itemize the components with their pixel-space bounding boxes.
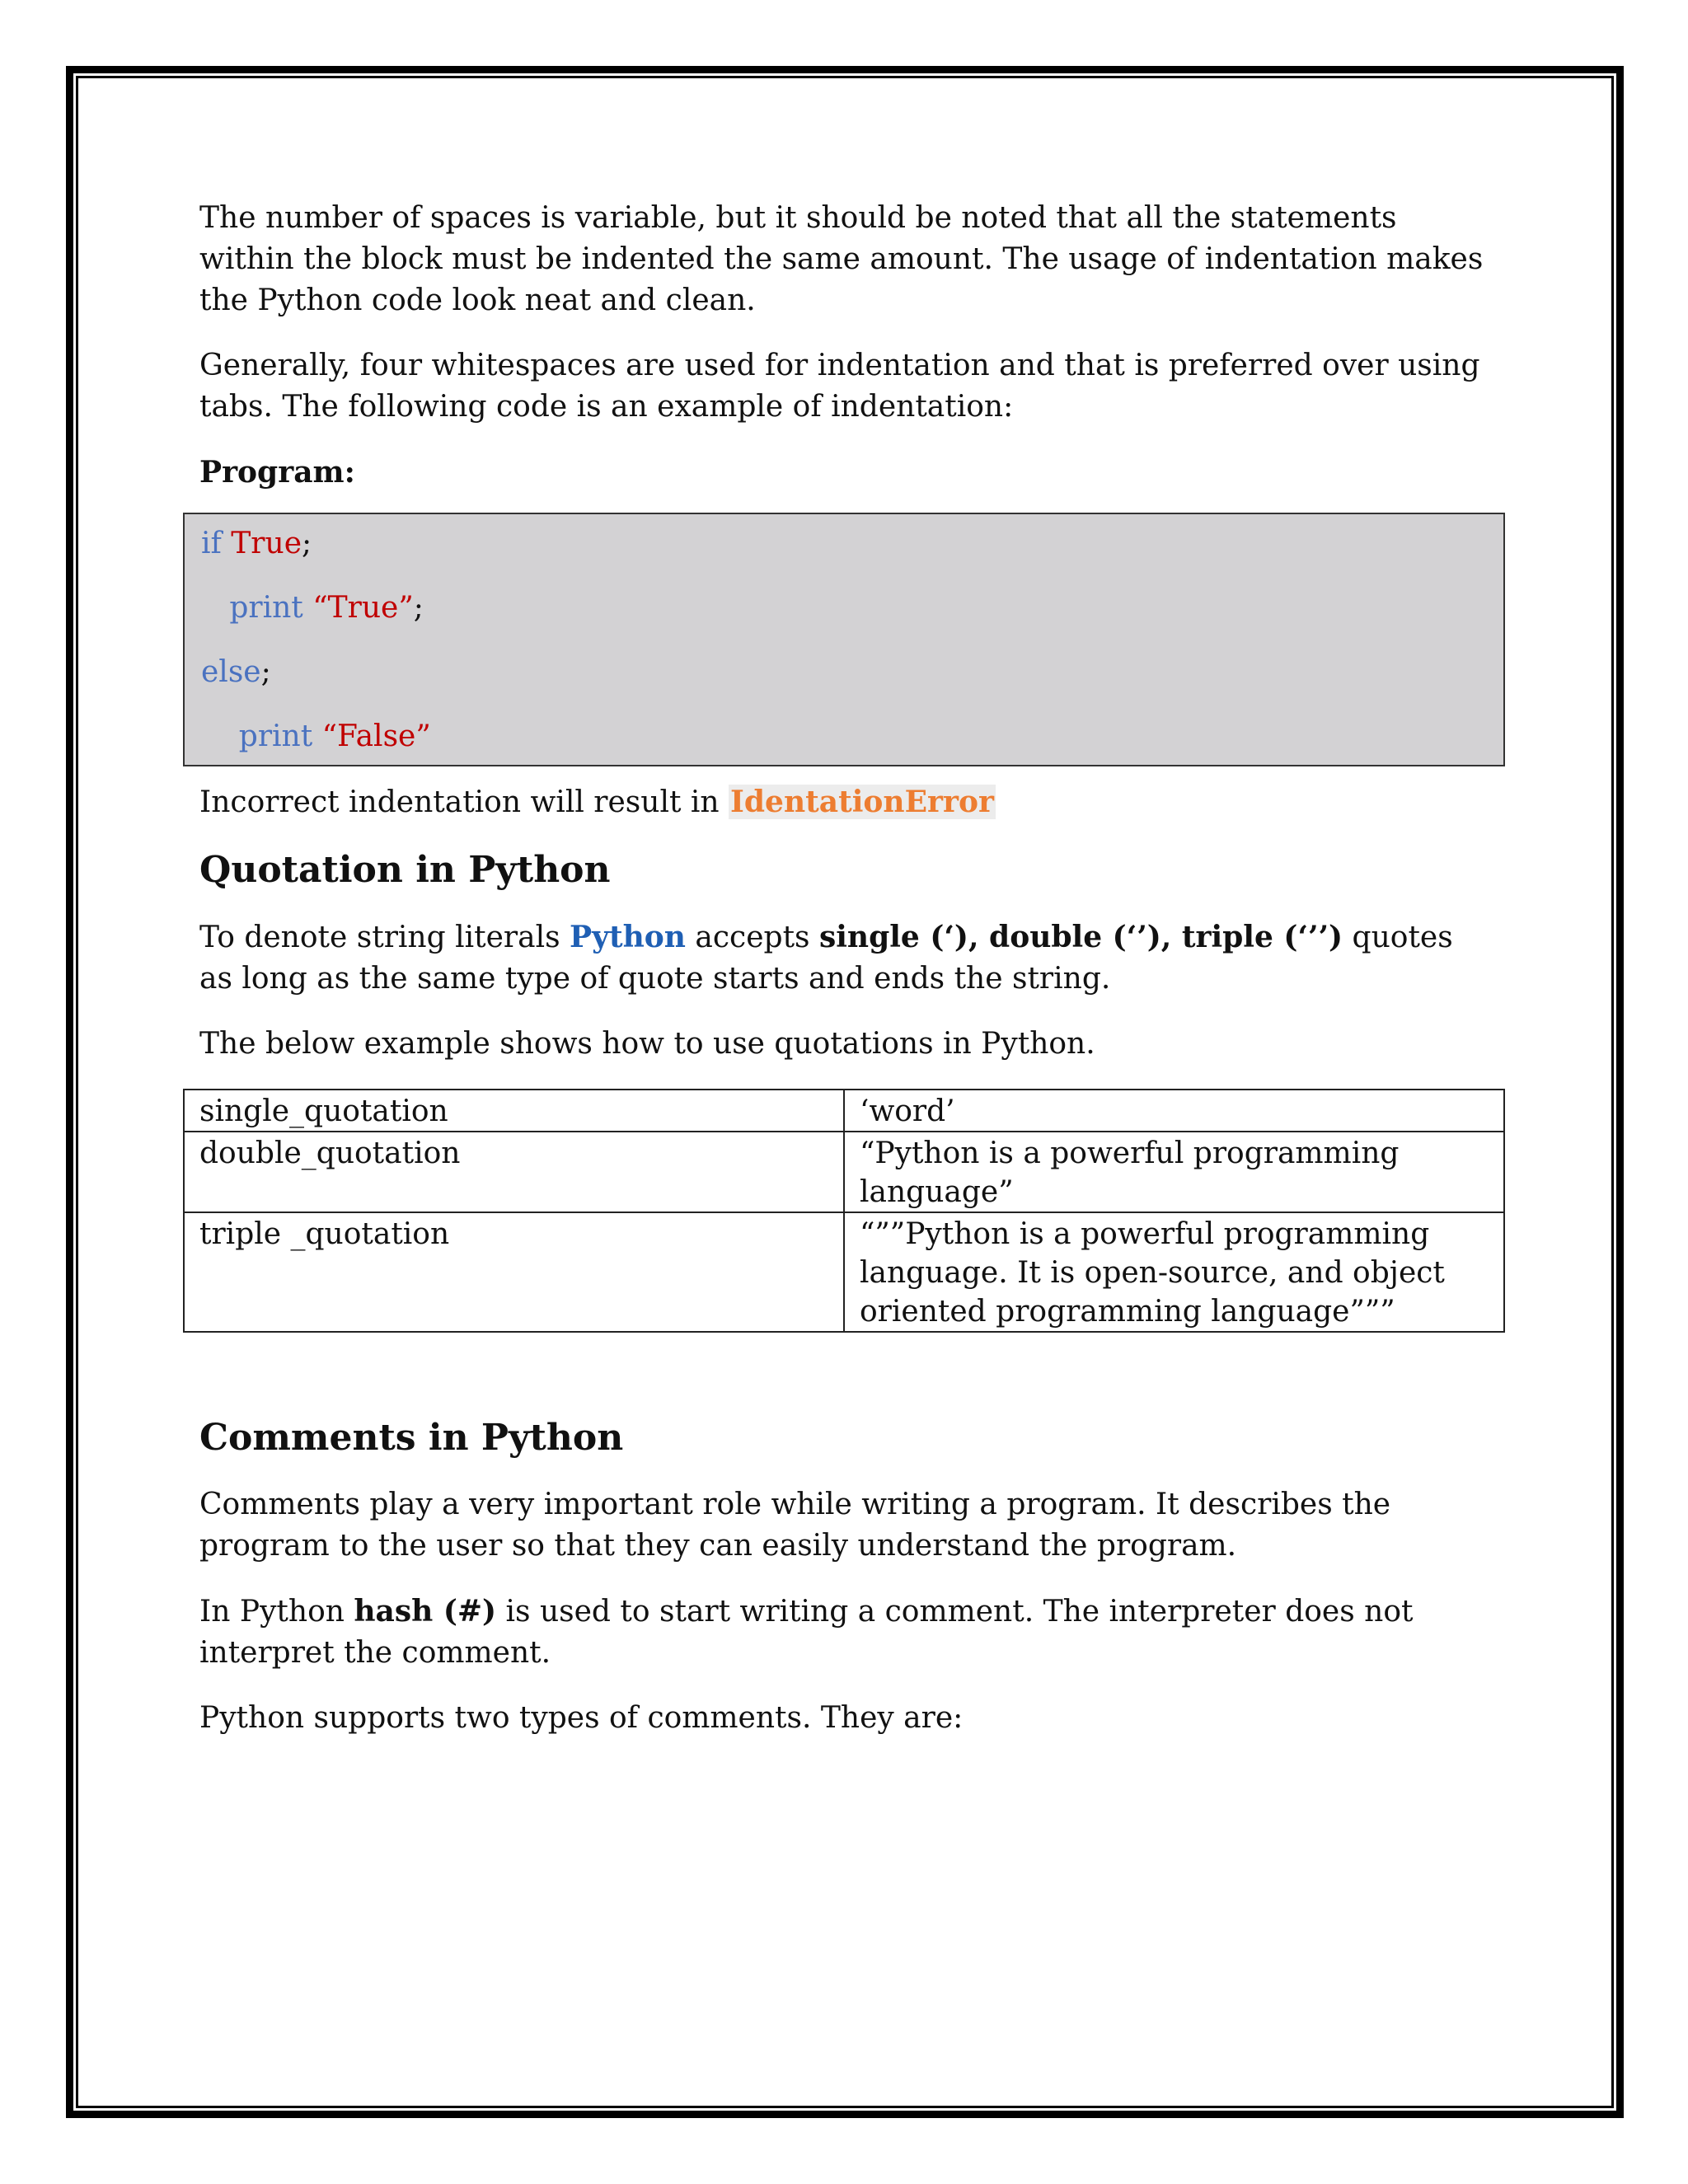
table-cell: “Python is a powerful programming language”: [844, 1132, 1504, 1212]
python-keyword: Python: [570, 920, 686, 954]
heading-quotation: Quotation in Python: [199, 849, 611, 891]
table-row: [184, 1132, 1504, 1212]
table-cell: “””Python is a powerful programming language. It is open-source, and object oriented programming language”””: [844, 1212, 1504, 1332]
table-row: [184, 1090, 1504, 1132]
table-cell: triple _quotation: [184, 1212, 844, 1332]
code-line-1: if True;: [201, 527, 312, 560]
paragraph-spaces: The number of spaces is variable, but it should be noted that all the statements within the block must be indented the same amount. The usage of indentation makes the Python code look neat and clean.: [199, 201, 1484, 317]
paragraph-comments-types: Python supports two types of comments. They are:: [199, 1701, 964, 1735]
hash-keyword: hash (#): [354, 1594, 497, 1629]
code-line-2: print “True”;: [229, 591, 424, 625]
quotation-table: [183, 1089, 1505, 1333]
code-line-3: else;: [201, 655, 271, 689]
table-row: [184, 1212, 1504, 1332]
heading-comments: Comments in Python: [199, 1417, 624, 1459]
paragraph-quote-example: The below example shows how to use quotations in Python.: [199, 1027, 1095, 1061]
program-label: Program:: [199, 455, 355, 490]
table-cell: ‘word’: [844, 1090, 1504, 1132]
table-cell: double_quotation: [184, 1132, 844, 1212]
error-name: IdentationError: [730, 785, 994, 819]
code-line-4: print “False”: [238, 719, 431, 753]
table-cell: single_quotation: [184, 1090, 844, 1132]
paragraph-comments-role: Comments play a very important role while writing a program. It describes the program to the user so that they can easily understand the program.: [199, 1488, 1391, 1563]
document-body: [199, 198, 1492, 1763]
paragraph-comments-hash: In Python hash (#) is used to start writing a comment. The interpreter does not interpret the comment.: [199, 1594, 1414, 1670]
paragraph-incorrect-indentation: Incorrect indentation will result in IdentationError: [199, 785, 994, 819]
quote-types: single (‘), double (‘’), triple (‘’’): [818, 920, 1343, 954]
paragraph-quotes: To denote string literals Python accepts single (‘), double (‘’), triple (‘’’) quotes as long as the same type of quote starts and ends the string.: [199, 920, 1453, 996]
paragraph-whitespaces: Generally, four whitespaces are used for indentation and that is preferred over using tabs. The following code is an example of indentation:: [199, 349, 1480, 424]
code-block: [183, 513, 1505, 766]
